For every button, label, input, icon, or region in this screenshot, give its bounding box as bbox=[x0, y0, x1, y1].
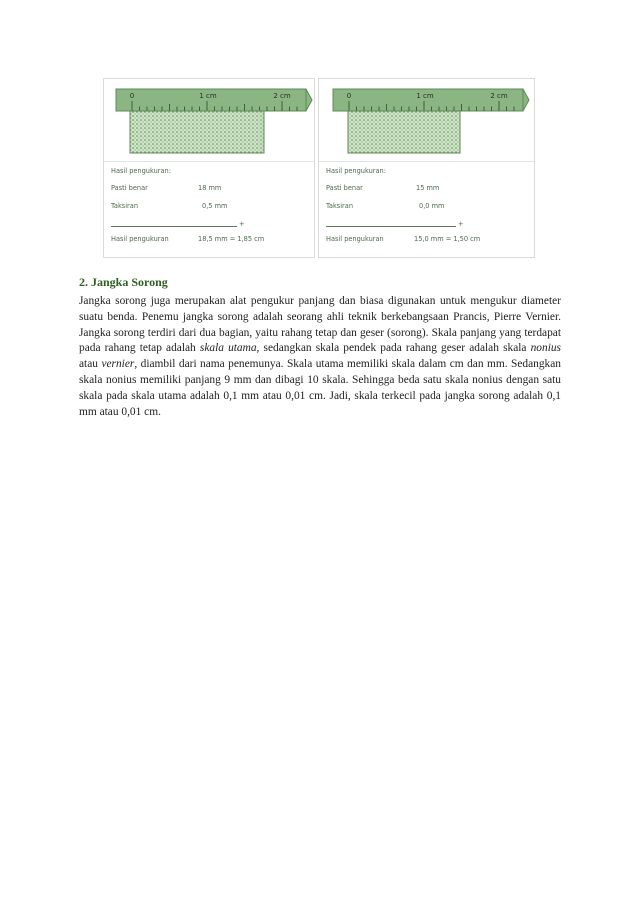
tick-label-0: 0 bbox=[129, 92, 135, 100]
term-skala-utama: skala utama bbox=[199, 342, 257, 355]
ruler-illustration bbox=[104, 79, 314, 157]
tick-label-0: 0 bbox=[346, 92, 352, 100]
pasti-value: 18 mm bbox=[198, 184, 222, 192]
measurement-result bbox=[319, 163, 534, 257]
hasil-label: Hasil pengukuran bbox=[111, 235, 169, 243]
measurement-figure-1 bbox=[103, 78, 315, 258]
pasti-label: Pasti benar bbox=[111, 184, 148, 192]
sum-line bbox=[326, 226, 456, 227]
ruler-tip bbox=[523, 89, 529, 111]
ruler-tip bbox=[306, 89, 312, 111]
term-nonius: nonius bbox=[530, 342, 561, 355]
term-vernier: vernier bbox=[101, 358, 135, 371]
taksiran-label: Taksiran bbox=[326, 202, 353, 210]
ruler-illustration bbox=[319, 79, 534, 157]
plus-sign: + bbox=[458, 220, 464, 228]
measurement-figure-2 bbox=[318, 78, 535, 258]
figure-divider bbox=[104, 161, 314, 162]
hasil-label: Hasil pengukuran bbox=[326, 235, 384, 243]
tick-label-1cm: 1 cm bbox=[416, 92, 434, 100]
taksiran-value: 0,0 mm bbox=[419, 202, 445, 210]
paragraph-text-2: , sedangkan skala pendek pada rahang geser adalah skala bbox=[256, 342, 531, 355]
result-title: Hasil pengukuran: bbox=[111, 167, 171, 175]
ruler-svg bbox=[319, 79, 536, 159]
pasti-value: 15 mm bbox=[416, 184, 440, 192]
measured-object bbox=[348, 111, 460, 153]
paragraph-text-4: , diambil dari nama penemunya. Skala utama memiliki skala dalam cm dan mm. Sedangkan skala nonius memiliki panjang 9 mm dan dibagi 10 skala. Sehingga beda satu skala nonius dengan satu skala pada skala utama adalah 0,1 mm atau 0,01 cm. Jadi, skala terkecil pada jangka sorong adalah 0,1 mm atau 0,01 cm. bbox=[79, 358, 561, 418]
sum-line bbox=[111, 226, 237, 227]
figure-divider bbox=[319, 161, 534, 162]
taksiran-value: 0,5 mm bbox=[202, 202, 228, 210]
measurement-result bbox=[104, 163, 314, 257]
section-heading: 2. Jangka Sorong bbox=[79, 275, 168, 289]
plus-sign: + bbox=[239, 220, 245, 228]
ruler-svg bbox=[104, 79, 316, 159]
body-paragraph bbox=[79, 294, 561, 420]
tick-label-2cm: 2 cm bbox=[273, 92, 291, 100]
result-title: Hasil pengukuran: bbox=[326, 167, 386, 175]
hasil-value: 15,0 mm = 1,50 cm bbox=[414, 235, 481, 243]
paragraph-text-3: atau bbox=[79, 358, 102, 371]
tick-label-1cm: 1 cm bbox=[199, 92, 217, 100]
measured-object bbox=[130, 111, 264, 153]
pasti-label: Pasti benar bbox=[326, 184, 363, 192]
hasil-value: 18,5 mm = 1,85 cm bbox=[198, 235, 265, 243]
tick-label-2cm: 2 cm bbox=[490, 92, 508, 100]
taksiran-label: Taksiran bbox=[111, 202, 138, 210]
paragraph-text-1: Jangka sorong juga merupakan alat pengukur panjang dan biasa digunakan untuk mengukur diameter suatu benda. Penemu jangka sorong adalah seorang ahli teknik berkebangsaan Prancis, Pierre Vernier. Jangka sorong terdiri dari dua bagian, yaitu rahang tetap dan geser (sorong). Skala panjang yang terdapat pada rahang tetap adalah bbox=[79, 295, 561, 355]
